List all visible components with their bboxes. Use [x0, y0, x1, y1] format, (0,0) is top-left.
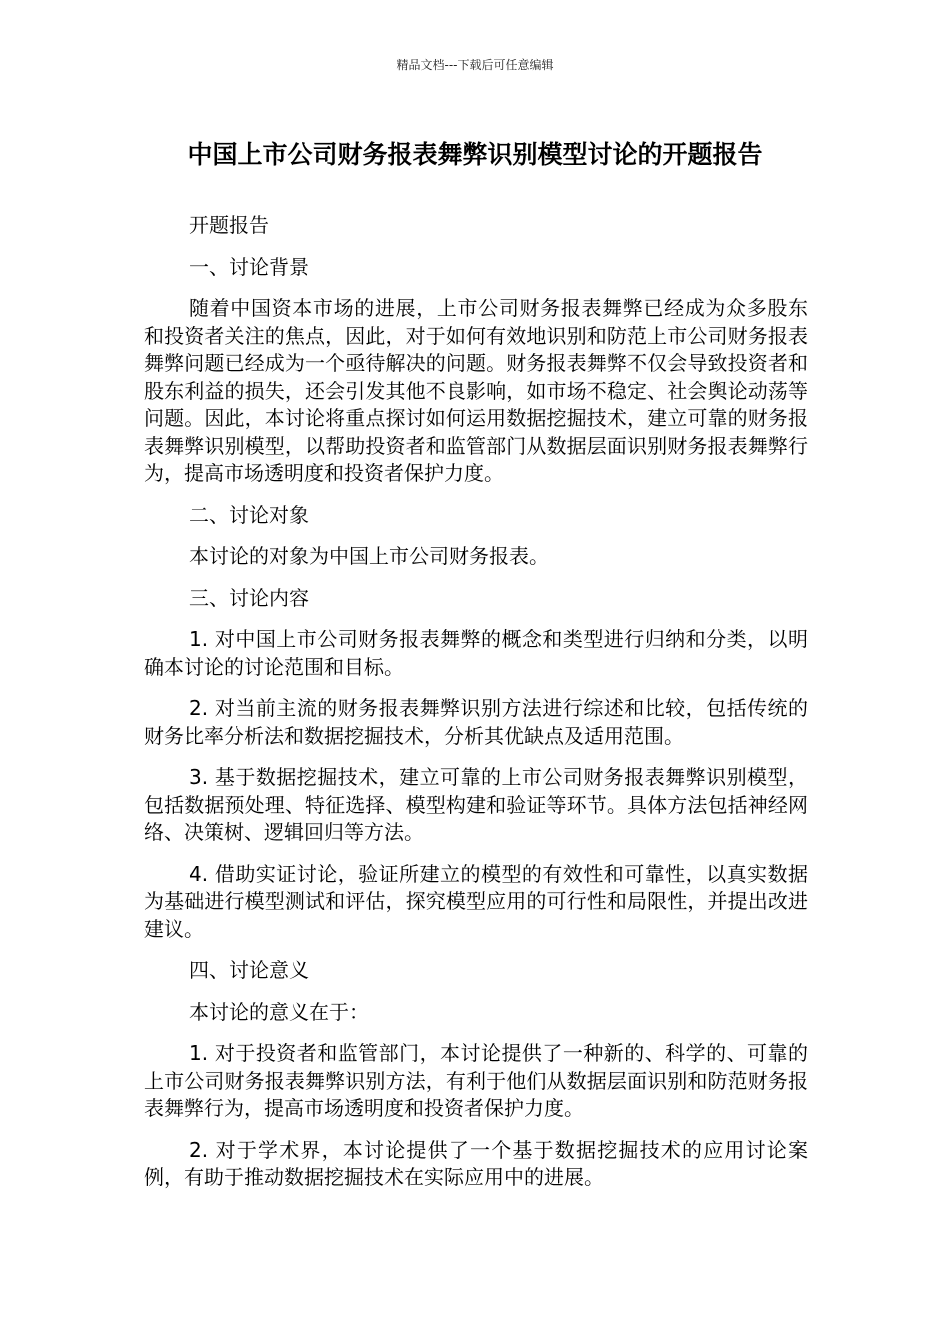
paragraph-object: 本讨论的对象为中国上市公司财务报表。: [189, 544, 549, 568]
document-title: 中国上市公司财务报表舞弊识别模型讨论的开题报告: [187, 140, 763, 169]
section-label-report: 开题报告: [189, 213, 269, 237]
document-body: [144, 212, 808, 1206]
section-heading-background: 一、讨论背景: [189, 254, 309, 279]
list-item-content-3: 3. 基于数据挖掘技术，建立可靠的上市公司财务报表舞弊识别模型，包括数据预处理、特征选择、模型构建和验证等环节。具体方法包括神经网络、决策树、逻辑回归等方法。: [144, 765, 808, 844]
paragraph-background: 随着中国资本市场的进展，上市公司财务报表舞弊已经成为众多股东和投资者关注的焦点，因此，对于如何有效地识别和防范上市公司财务报表舞弊问题已经成为一个亟待解决的问题。财务报表舞弊不仅会导致投资者和股东利益的损失，还会引发其他不良影响，如市场不稳定、社会舆论动荡等问题。因此，本讨论将重点探讨如何运用数据挖掘技术，建立可靠的财务报表舞弊识别模型，以帮助投资者和监管部门从数据层面识别财务报表舞弊行为，提高市场透明度和投资者保护力度。: [144, 296, 808, 485]
list-item-content-4: 4. 借助实证讨论，验证所建立的模型的有效性和可靠性，以真实数据为基础进行模型测试和评估，探究模型应用的可行性和局限性，并提出改进建议。: [144, 861, 808, 941]
list-item-significance-1: 1. 对于投资者和监管部门，本讨论提供了一种新的、科学的、可靠的上市公司财务报表舞弊识别方法，有利于他们从数据层面识别和防范财务报表舞弊行为，提高市场透明度和投资者保护力度。: [144, 1041, 808, 1120]
list-item-content-1: 1. 对中国上市公司财务报表舞弊的概念和类型进行归纳和分类，以明确本讨论的讨论范围和目标。: [144, 627, 808, 679]
section-heading-significance: 四、讨论意义: [189, 958, 309, 982]
section-heading-object: 二、讨论对象: [189, 502, 309, 527]
header-note: 精品文档---下载后可任意编辑: [396, 58, 554, 72]
paragraph-significance-intro: 本讨论的意义在于：: [189, 999, 369, 1024]
section-heading-content: 三、讨论内容: [189, 585, 309, 610]
list-item-significance-2: 2. 对于学术界，本讨论提供了一个基于数据挖掘技术的应用讨论案例，有助于推动数据挖掘技术在实际应用中的进展。: [144, 1137, 808, 1189]
list-item-content-2: 2. 对当前主流的财务报表舞弊识别方法进行综述和比较，包括传统的财务比率分析法和数据挖掘技术，分析其优缺点及适用范围。: [144, 696, 808, 748]
